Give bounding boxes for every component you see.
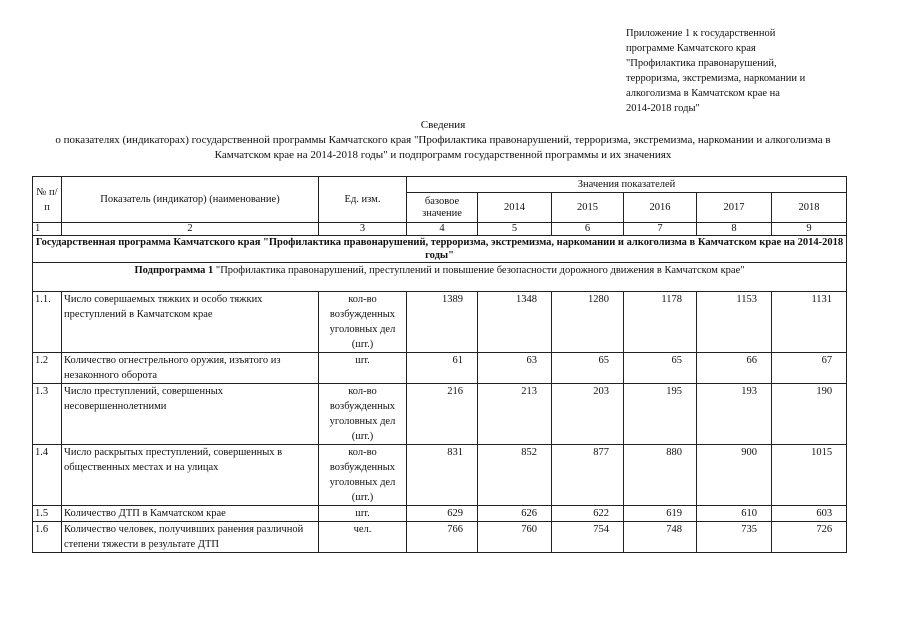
column-number: 3 <box>319 223 407 236</box>
row-value-2017: 735 <box>697 522 772 553</box>
header-base: базовое значение <box>407 193 478 223</box>
row-base-value: 831 <box>407 445 478 506</box>
table-row <box>33 292 847 353</box>
row-value-2015: 754 <box>552 522 624 553</box>
row-value-2014: 213 <box>478 384 552 445</box>
row-number: 1.3 <box>33 384 62 445</box>
row-number: 1.5 <box>33 506 62 522</box>
row-base-value: 629 <box>407 506 478 522</box>
row-indicator: Число раскрытых преступлений, совершенных в общественных местах и на улицах <box>62 445 319 506</box>
annex-note: Приложение 1 к государственной программе Камчатского края "Профилактика правонарушений, терроризма, экстремизма, наркомании и алкоголизма в Камчатском крае на 2014-2018 годы" <box>626 28 806 114</box>
header-year: 2018 <box>772 193 847 223</box>
column-number: 1 <box>33 223 62 236</box>
row-value-2018: 190 <box>772 384 847 445</box>
row-unit: кол-во возбужденных уголовных дел (шт.) <box>319 292 407 353</box>
row-value-2014: 1348 <box>478 292 552 353</box>
header-year: 2014 <box>478 193 552 223</box>
header-indicator: Показатель (индикатор) (наименование) <box>62 177 319 223</box>
row-value-2018: 1131 <box>772 292 847 353</box>
row-value-2018: 1015 <box>772 445 847 506</box>
row-value-2018: 603 <box>772 506 847 522</box>
column-number: 9 <box>772 223 847 236</box>
row-indicator: Количество человек, получивших ранения различной степени тяжести в результате ДТП <box>62 522 319 553</box>
row-base-value: 766 <box>407 522 478 553</box>
row-value-2017: 610 <box>697 506 772 522</box>
row-value-2017: 193 <box>697 384 772 445</box>
program-row <box>33 236 847 263</box>
row-value-2017: 66 <box>697 353 772 384</box>
row-value-2015: 65 <box>552 353 624 384</box>
column-number: 7 <box>624 223 697 236</box>
row-unit: шт. <box>319 506 407 522</box>
subprogram-cell <box>33 263 847 292</box>
document-subtitle: о показателях (индикаторах) государственной программы Камчатского края "Профилактика правонарушений, терроризма, экстремизма, наркомании и алкоголизма в Камчатском крае на 2014-2018 годы" и подпрограмм государственной программы и их значениях <box>55 134 831 161</box>
row-value-2017: 1153 <box>697 292 772 353</box>
row-unit: кол-во возбужденных уголовных дел (шт.) <box>319 445 407 506</box>
row-unit: чел. <box>319 522 407 553</box>
column-number: 2 <box>62 223 319 236</box>
row-base-value: 61 <box>407 353 478 384</box>
column-number: 6 <box>552 223 624 236</box>
header-row-1 <box>33 177 847 193</box>
header-year: 2017 <box>697 193 772 223</box>
row-value-2018: 67 <box>772 353 847 384</box>
row-value-2018: 726 <box>772 522 847 553</box>
header-values-group: Значения показателей <box>407 177 847 193</box>
row-value-2017: 900 <box>697 445 772 506</box>
row-value-2015: 622 <box>552 506 624 522</box>
document-heading <box>30 118 856 163</box>
table-row <box>33 445 847 506</box>
header-num: № п/п <box>33 177 62 223</box>
row-value-2014: 760 <box>478 522 552 553</box>
row-indicator: Число совершаемых тяжких и особо тяжких преступлений в Камчатском крае <box>62 292 319 353</box>
row-number: 1.6 <box>33 522 62 553</box>
table-row <box>33 384 847 445</box>
row-value-2016: 880 <box>624 445 697 506</box>
row-value-2016: 65 <box>624 353 697 384</box>
column-number: 8 <box>697 223 772 236</box>
row-value-2016: 1178 <box>624 292 697 353</box>
row-unit: шт. <box>319 353 407 384</box>
row-number: 1.1. <box>33 292 62 353</box>
program-title: Государственная программа Камчатского края "Профилактика правонарушений, терроризма, экстремизма, наркомании и алкоголизма в Камчатском крае на 2014-2018 годы" <box>33 236 847 263</box>
indicators-table <box>32 176 847 553</box>
column-numbers-row <box>33 223 847 236</box>
header-year: 2015 <box>552 193 624 223</box>
row-indicator: Число преступлений, совершенных несовершеннолетними <box>62 384 319 445</box>
row-number: 1.4 <box>33 445 62 506</box>
row-unit: кол-во возбужденных уголовных дел (шт.) <box>319 384 407 445</box>
header-unit: Ед. изм. <box>319 177 407 223</box>
row-indicator: Количество огнестрельного оружия, изъятого из незаконного оборота <box>62 353 319 384</box>
row-value-2014: 852 <box>478 445 552 506</box>
row-value-2016: 748 <box>624 522 697 553</box>
row-indicator: Количество ДТП в Камчатском крае <box>62 506 319 522</box>
row-base-value: 1389 <box>407 292 478 353</box>
row-value-2014: 626 <box>478 506 552 522</box>
row-value-2016: 619 <box>624 506 697 522</box>
table-row <box>33 506 847 522</box>
header-year: 2016 <box>624 193 697 223</box>
row-base-value: 216 <box>407 384 478 445</box>
subprogram-row <box>33 263 847 292</box>
row-value-2015: 203 <box>552 384 624 445</box>
subprogram-title: "Профилактика правонарушений, преступлений и повышение безопасности дорожного движения в Камчатском крае" <box>215 265 745 276</box>
table-row <box>33 522 847 553</box>
document-title: Сведения <box>420 119 466 131</box>
row-number: 1.2 <box>33 353 62 384</box>
row-value-2016: 195 <box>624 384 697 445</box>
table-row <box>33 353 847 384</box>
row-value-2015: 1280 <box>552 292 624 353</box>
subprogram-label: Подпрограмма 1 <box>134 265 214 276</box>
row-value-2014: 63 <box>478 353 552 384</box>
column-number: 4 <box>407 223 478 236</box>
row-value-2015: 877 <box>552 445 624 506</box>
column-number: 5 <box>478 223 552 236</box>
